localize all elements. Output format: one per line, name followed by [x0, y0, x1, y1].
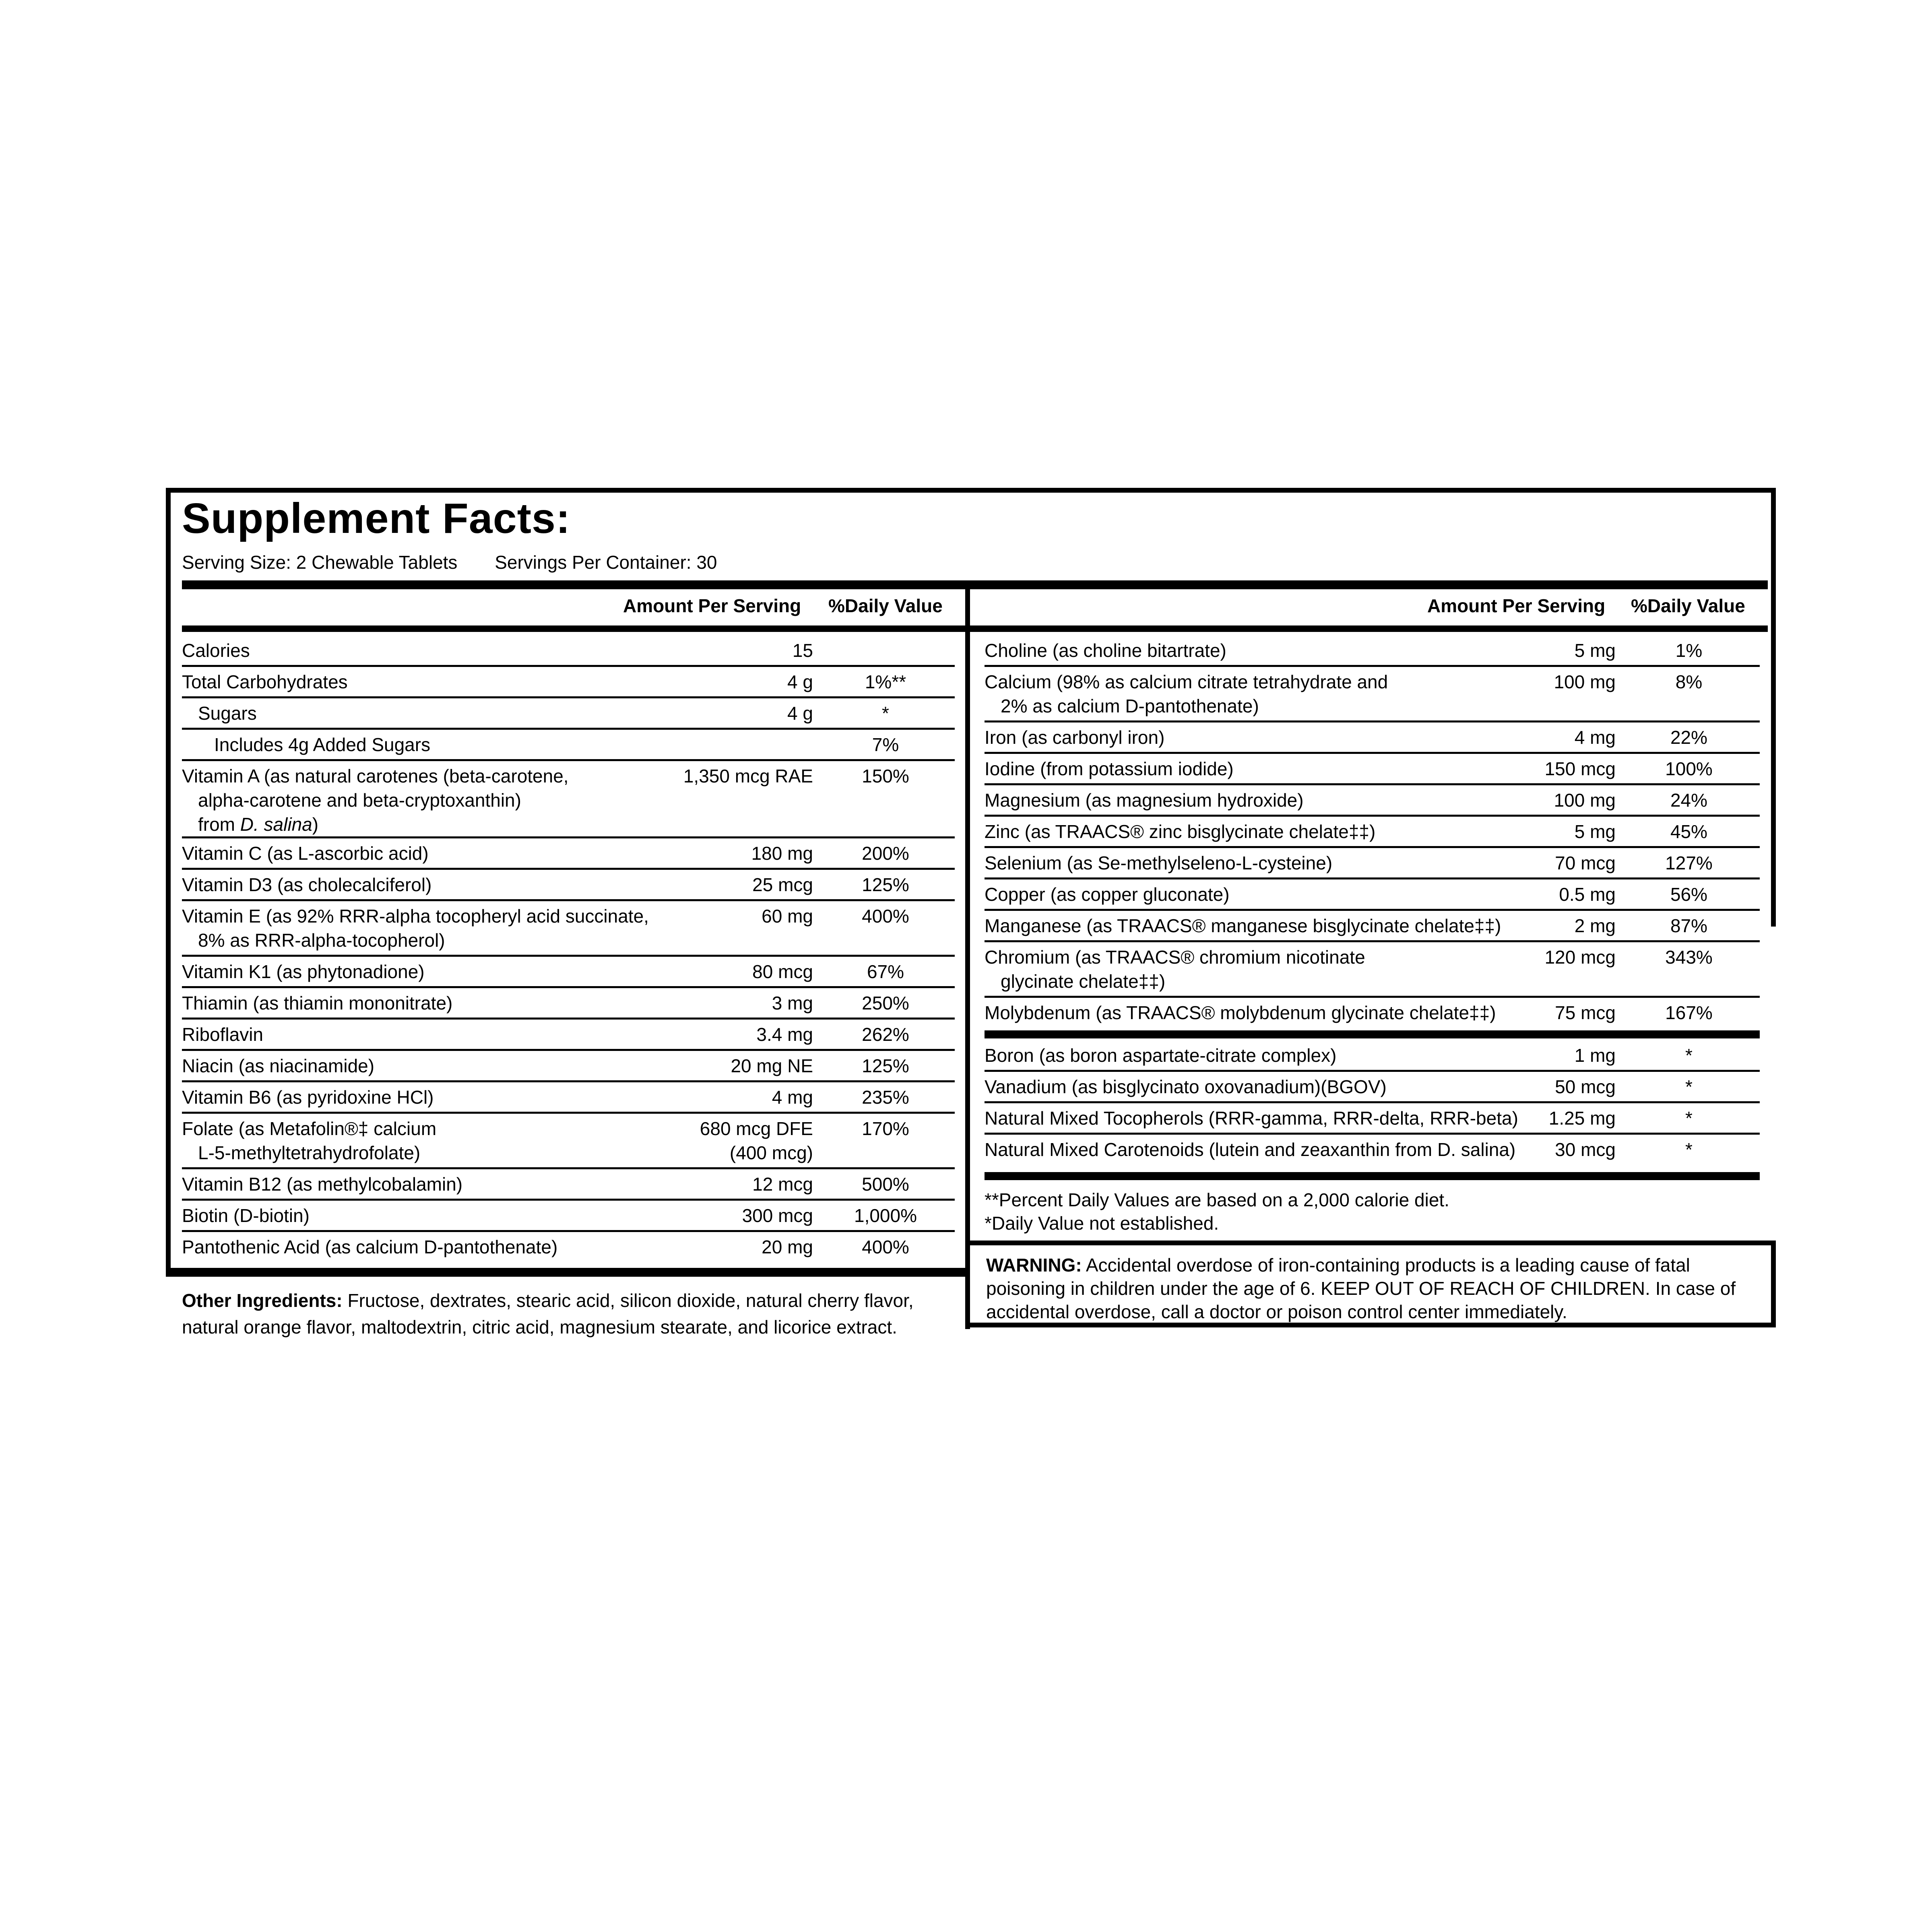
row-separator [985, 815, 1760, 817]
panel-right-border [1771, 488, 1776, 927]
header-thick-bar-left [182, 625, 965, 632]
nutrient-daily-value: 56% [1670, 884, 1708, 905]
row-separator [182, 1080, 955, 1082]
nutrient-name [985, 819, 1375, 844]
row-separator [182, 836, 955, 838]
row-separator [182, 1049, 955, 1051]
row-separator [182, 986, 955, 988]
nutrient-name [182, 873, 431, 897]
row-separator [182, 728, 955, 730]
nutrient-name-line: Choline (as choline bitartrate) [985, 640, 1226, 661]
nutrient-name-line: Vanadium (as bisglycinato oxovanadium)(BGOV) [985, 1076, 1387, 1097]
nutrient-name-line: Molybdenum (as TRAACS® molybdenum glycinate chelate‡‡) [985, 1002, 1496, 1023]
serving-size: Serving Size: 2 Chewable Tablets [182, 552, 458, 573]
nutrient-name-line: Niacin (as niacinamide) [182, 1055, 375, 1076]
top-thick-bar [182, 580, 1768, 589]
nutrient-name-line: Biotin (D-biotin) [182, 1205, 310, 1226]
nutrient-amount: 180 mg [751, 843, 813, 864]
nutrient-name [985, 670, 1388, 718]
header-thick-bar-right [970, 625, 1768, 632]
nutrient-name [985, 882, 1230, 906]
nutrient-amount: 30 mcg [1555, 1139, 1616, 1160]
nutrient-daily-value: 500% [862, 1174, 909, 1195]
nutrient-name-line: Pantothenic Acid (as calcium D-pantothenate) [182, 1236, 558, 1257]
nutrient-daily-value: * [1685, 1076, 1693, 1097]
nutrient-name [182, 960, 425, 984]
nutrient-daily-value: 235% [862, 1087, 909, 1108]
nutrient-name [214, 733, 430, 757]
nutrient-amount: 1,350 mcg RAE [683, 766, 813, 786]
row-separator [182, 955, 955, 957]
nutrient-daily-value: 1%** [865, 671, 906, 692]
nutrient-name-line: Vitamin E (as 92% RRR-alpha tocopheryl acid succinate, [182, 906, 649, 927]
nutrient-name [182, 1235, 557, 1259]
nutrient-name-line: Natural Mixed Tocopherols (RRR-gamma, RRR-delta, RRR-beta) [985, 1108, 1518, 1129]
nutrient-name [985, 945, 1365, 993]
nutrient-name-line: Manganese (as TRAACS® manganese bisglycinate chelate‡‡) [985, 915, 1501, 936]
nutrient-name-line: Vitamin C (as L-ascorbic acid) [182, 843, 429, 864]
nutrient-daily-value: 343% [1665, 947, 1713, 968]
nutrient-name [182, 638, 250, 663]
row-separator [985, 720, 1760, 722]
nutrient-daily-value: 127% [1665, 852, 1713, 873]
other-ingredients-label: Other Ingredients: [182, 1290, 343, 1311]
nutrient-daily-value: 400% [862, 1236, 909, 1257]
serving-info [182, 551, 749, 573]
nutrient-daily-value: 67% [867, 961, 904, 982]
nutrient-amount: 5 mg [1574, 821, 1616, 842]
nutrient-amount: 60 mg [762, 906, 813, 927]
nutrient-name-line: Boron (as boron aspartate-citrate complex) [985, 1045, 1337, 1066]
nutrient-amount: 20 mg [762, 1236, 813, 1257]
nutrient-name-line: Magnesium (as magnesium hydroxide) [985, 790, 1304, 811]
warning-box [965, 1241, 1776, 1327]
row-separator [182, 1167, 955, 1169]
nutrient-name-line: Includes 4g Added Sugars [214, 734, 431, 755]
nutrient-amount: 0.5 mg [1559, 884, 1616, 905]
nutrient-name-line: Riboflavin [182, 1024, 263, 1045]
nutrient-name [182, 991, 452, 1015]
nutrient-amount: 20 mg NE [731, 1055, 813, 1076]
nutrient-name-line: Copper (as copper gluconate) [985, 884, 1230, 905]
nutrient-name [182, 904, 649, 952]
nutrient-name-line: 8% as RRR-alpha-tocopherol) [198, 930, 445, 951]
nutrient-name-line: L-5-methyltetrahydrofolate) [198, 1142, 421, 1163]
nutrient-name [182, 1022, 263, 1046]
right-col-amount-header: Amount Per Serving [1427, 595, 1606, 616]
column-divider [965, 589, 970, 1329]
nutrient-name-line: alpha-carotene and beta-cryptoxanthin) [198, 790, 521, 811]
nutrient-amount: 300 mcg [742, 1205, 813, 1226]
nutrient-amount [700, 1117, 813, 1165]
nutrient-name-line: glycinate chelate‡‡) [1001, 971, 1166, 992]
nutrient-daily-value: 1,000% [854, 1205, 917, 1226]
footnote-dv-not-established: *Daily Value not established. [985, 1213, 1219, 1234]
nutrient-amount: 5 mg [1574, 640, 1616, 661]
nutrient-name-line: Vitamin D3 (as cholecalciferol) [182, 874, 432, 895]
nutrient-name [985, 725, 1164, 749]
left-col-amount-header: Amount Per Serving [623, 595, 801, 616]
nutrient-name-line: Calories [182, 640, 250, 661]
nutrient-name-line: Sugars [198, 703, 257, 724]
left-panel-bottom-border [166, 1272, 970, 1277]
row-separator [182, 899, 955, 901]
nutrient-amount: 80 mcg [752, 961, 813, 982]
row-separator [182, 1018, 955, 1020]
nutrient-name-part: ) [312, 814, 319, 835]
nutrient-amount: 120 mcg [1544, 947, 1616, 968]
nutrient-name-italic: D. salina [240, 814, 312, 835]
row-separator [182, 759, 955, 761]
row-separator [985, 909, 1760, 911]
other-ingredients [182, 1287, 963, 1340]
nutrient-name-line: Iodine (from potassium iodide) [985, 758, 1234, 779]
servings-per-container: Servings Per Container: 30 [495, 552, 717, 573]
row-separator [182, 696, 955, 698]
nutrient-name-line [182, 812, 569, 836]
nutrient-amount: 100 mg [1554, 790, 1616, 811]
nutrient-name-line: Thiamin (as thiamin mononitrate) [182, 993, 453, 1013]
other-ingredients-text: Fructose, dextrates, stearic acid, silicon dioxide, natural cherry flavor, natural orange flavor, maltodextrin, citric acid, magnesium stearate, and licorice extract. [182, 1290, 914, 1338]
nutrient-daily-value: 1% [1675, 640, 1703, 661]
nutrient-name [985, 788, 1304, 812]
row-separator [985, 783, 1760, 785]
nutrient-daily-value: 200% [862, 843, 909, 864]
nutrient-name [182, 670, 348, 694]
nutrient-name [182, 1054, 374, 1078]
nutrient-name [182, 1203, 310, 1228]
row-separator [985, 846, 1760, 848]
nutrient-name-line: Vitamin B6 (as pyridoxine HCl) [182, 1087, 434, 1108]
nutrient-name [985, 914, 1501, 938]
nutrient-amount: 4 g [787, 671, 813, 692]
nutrient-name-line: Zinc (as TRAACS® zinc bisglycinate chelate‡‡) [985, 821, 1376, 842]
nutrient-daily-value: 100% [1665, 758, 1713, 779]
row-separator [985, 1101, 1760, 1103]
section-thick-bar [985, 1030, 1760, 1038]
nutrient-daily-value: 125% [862, 874, 909, 895]
nutrient-name-line: Natural Mixed Carotenoids (lutein and zeaxanthin from D. salina) [985, 1139, 1516, 1160]
row-separator [985, 877, 1760, 879]
nutrient-name [985, 1106, 1518, 1130]
nutrient-name [198, 701, 257, 725]
nutrient-name [985, 757, 1234, 781]
row-separator [182, 1230, 955, 1232]
right-col-dv-header: %Daily Value [1631, 595, 1745, 616]
nutrient-name [182, 1117, 436, 1165]
section-thick-bar [985, 1172, 1760, 1180]
row-separator [985, 1070, 1760, 1072]
nutrient-amount: 3 mg [772, 993, 813, 1013]
row-separator [182, 665, 955, 667]
nutrient-amount-line: 680 mcg DFE [700, 1118, 813, 1139]
warning-label: WARNING: [986, 1255, 1082, 1276]
nutrient-amount: 100 mg [1554, 671, 1616, 692]
nutrient-amount: 150 mcg [1544, 758, 1616, 779]
nutrient-name [985, 638, 1226, 663]
nutrient-amount: 4 mg [1574, 727, 1616, 748]
nutrient-daily-value: 7% [872, 734, 899, 755]
nutrient-name [182, 1172, 462, 1196]
nutrient-name-part: from [198, 814, 240, 835]
nutrient-name-line: Total Carbohydrates [182, 671, 348, 692]
nutrient-daily-value: 170% [862, 1118, 909, 1139]
nutrient-name-line: Selenium (as Se-methylseleno-L-cysteine) [985, 852, 1333, 873]
row-separator [985, 996, 1760, 998]
nutrient-name [182, 841, 429, 865]
nutrient-name [985, 1075, 1387, 1099]
nutrient-daily-value: * [1685, 1139, 1693, 1160]
nutrient-amount: 50 mcg [1555, 1076, 1616, 1097]
nutrient-daily-value: 250% [862, 993, 909, 1013]
row-separator [985, 752, 1760, 754]
nutrient-amount-line: (400 mcg) [729, 1142, 813, 1163]
nutrient-name [985, 1043, 1336, 1067]
nutrient-daily-value: 400% [862, 906, 909, 927]
nutrient-amount: 70 mcg [1555, 852, 1616, 873]
nutrient-daily-value: 125% [862, 1055, 909, 1076]
nutrient-name-line: Calcium (98% as calcium citrate tetrahydrate and [985, 671, 1388, 692]
nutrient-amount: 12 mcg [752, 1174, 813, 1195]
nutrient-amount: 2 mg [1574, 915, 1616, 936]
nutrient-amount: 75 mcg [1555, 1002, 1616, 1023]
row-separator [985, 940, 1760, 942]
row-separator [182, 1112, 955, 1114]
nutrient-daily-value: 8% [1675, 671, 1703, 692]
nutrient-name [182, 1085, 434, 1109]
nutrient-daily-value: * [1685, 1108, 1693, 1129]
nutrient-name [985, 851, 1332, 875]
nutrient-name-line: Folate (as Metafolin®‡ calcium [182, 1118, 437, 1139]
row-separator [985, 665, 1760, 667]
footnote-percent-dv: **Percent Daily Values are based on a 2,000 calorie diet. [985, 1189, 1449, 1210]
nutrient-name-line: Chromium (as TRAACS® chromium nicotinate [985, 947, 1365, 968]
nutrient-amount: 1.25 mg [1548, 1108, 1616, 1129]
nutrient-daily-value: 150% [862, 766, 909, 786]
nutrient-name-line: 2% as calcium D-pantothenate) [1001, 696, 1259, 716]
nutrient-name-line: Vitamin B12 (as methylcobalamin) [182, 1174, 463, 1195]
nutrient-amount: 15 [792, 640, 813, 661]
nutrient-daily-value: 167% [1665, 1002, 1713, 1023]
nutrient-amount: 25 mcg [752, 874, 813, 895]
nutrient-name [182, 764, 569, 836]
nutrient-daily-value: 45% [1670, 821, 1708, 842]
nutrient-amount: 4 g [787, 703, 813, 724]
nutrient-daily-value: * [882, 703, 889, 724]
nutrient-name-line: Vitamin A (as natural carotenes (beta-carotene, [182, 766, 569, 786]
panel-title: Supplement Facts: [182, 495, 571, 542]
left-col-dv-header: %Daily Value [828, 595, 943, 616]
nutrient-amount: 3.4 mg [756, 1024, 813, 1045]
nutrient-name [985, 1001, 1496, 1025]
nutrient-name [985, 1137, 1515, 1162]
nutrient-amount: 1 mg [1574, 1045, 1616, 1066]
nutrient-daily-value: 262% [862, 1024, 909, 1045]
nutrient-daily-value: 24% [1670, 790, 1708, 811]
warning-text: Accidental overdose of iron-containing products is a leading cause of fatal poisoning in children under the age of 6. KEEP OUT OF REACH OF CHILDREN. In case of accidental overdose, call a doctor or poison control center immediately. [986, 1255, 1736, 1322]
row-separator [182, 1199, 955, 1201]
nutrient-daily-value: 22% [1670, 727, 1708, 748]
nutrient-amount: 4 mg [772, 1087, 813, 1108]
row-separator [985, 1133, 1760, 1135]
nutrient-daily-value: * [1685, 1045, 1693, 1066]
row-separator [182, 868, 955, 870]
nutrient-name-line: Iron (as carbonyl iron) [985, 727, 1165, 748]
nutrient-daily-value: 87% [1670, 915, 1708, 936]
nutrient-name-line: Vitamin K1 (as phytonadione) [182, 961, 425, 982]
